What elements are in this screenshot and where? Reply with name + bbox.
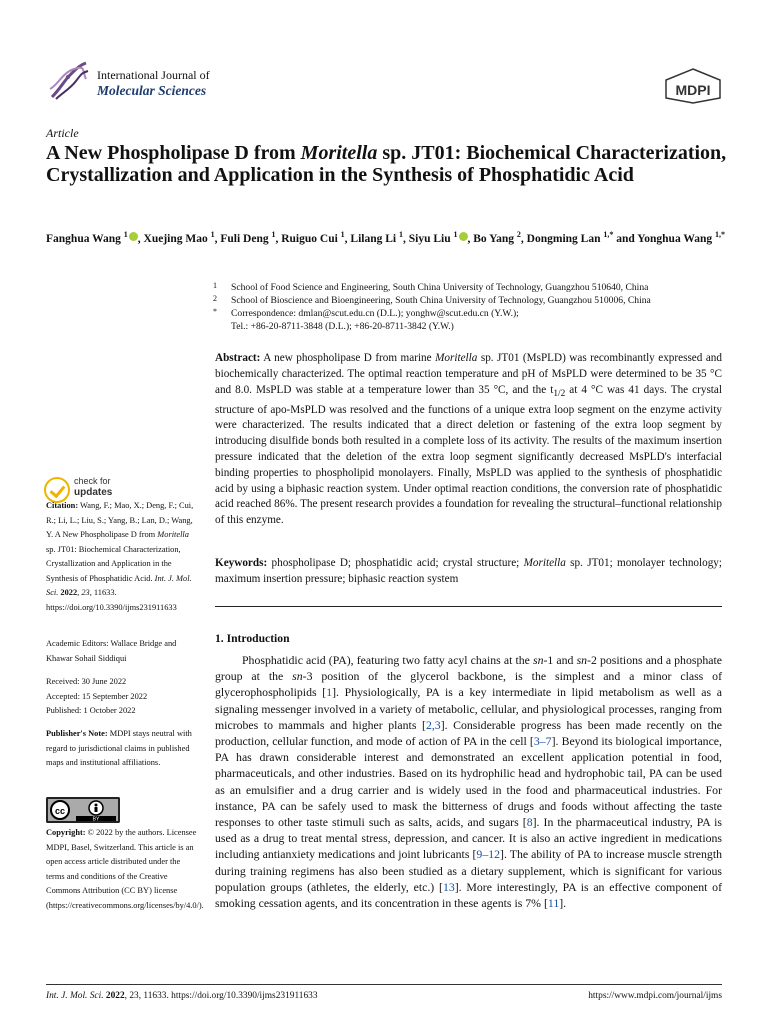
title-part2: sp. JT01: Biochemical Characterization, Crystallization and Application in the Synthesis of Phosphatidic Acid xyxy=(46,142,727,186)
section-heading-introduction: 1. Introduction xyxy=(215,632,290,645)
mdpi-logo-icon[interactable] xyxy=(664,68,722,104)
affiliations xyxy=(213,281,733,333)
check-updates-line1: check for xyxy=(74,476,111,486)
svg-text:cc: cc xyxy=(54,806,66,816)
reference-link[interactable]: 8 xyxy=(526,815,533,830)
abstract-text-b: sp. JT01 (MsPLD) was recombinantly expressed and biochemically characterized. The optimal reaction temperature and pH of MsPLD were determined to be 35 °C and 8.0. MsPLD was stable at a temperature lower than 35 °C, and the t xyxy=(215,352,722,396)
reference-link[interactable]: 3–7 xyxy=(533,734,552,749)
author-name[interactable]: Dongming Lan $^{1,*}$ xyxy=(526,230,614,245)
copyright-label: Copyright: xyxy=(46,828,86,837)
author-name[interactable]: Xuejing Mao $^1$ xyxy=(143,230,215,245)
footer-journal: Int. J. Mol. Sci. xyxy=(46,991,104,1001)
citation-italic: Moritella xyxy=(157,530,189,539)
keywords-text-a: phospholipase D; phosphatidic acid; crystal structure; xyxy=(267,557,524,569)
abstract-italic: Moritella xyxy=(435,352,478,364)
author-affiliation-mark: 1 xyxy=(123,230,128,239)
author-affiliation-mark: 1,* xyxy=(715,230,726,239)
affiliation-mark: 2 xyxy=(213,294,217,303)
copyright-block xyxy=(46,826,204,913)
citation-text-b: sp. JT01: Biochemical Characterization, Crystallization and Application in the Synthesis of Phosphatidic Acid. xyxy=(46,544,181,583)
reference-link[interactable]: 1 xyxy=(326,685,333,700)
author-affiliation-mark: 1,* xyxy=(603,230,614,239)
dates-block xyxy=(46,675,200,719)
footer-journal-url[interactable]: https://www.mdpi.com/journal/ijms xyxy=(588,991,722,1001)
check-updates-line2: updates xyxy=(74,487,113,498)
footer-year: 2022 xyxy=(105,991,125,1001)
abstract-label: Abstract: xyxy=(215,352,261,364)
published-date: Published: 1 October 2022 xyxy=(46,706,136,715)
reference-link[interactable]: 13 xyxy=(442,879,455,894)
affiliation-item xyxy=(213,320,733,333)
author-name[interactable]: Bo Yang $^2$ xyxy=(473,230,521,245)
academic-editors: Academic Editors: Wallace Bridge and Khawar Sohail Siddiqui xyxy=(46,639,177,663)
affiliation-text: Tel.: +86-20-8711-3848 (D.L.); +86-20-8711-3842 (Y.W.) xyxy=(231,321,454,332)
journal-logo-icon xyxy=(46,59,90,103)
footer-citation xyxy=(46,991,318,1001)
author-affiliation-mark: 1 xyxy=(453,230,458,239)
journal-name xyxy=(97,68,210,98)
abstract-text-c: at 4 °C was 41 days. The crystal structure of apo-MsPLD was resolved and the functions of a unique extra loop segment on the enzyme activity were characterized. The results indicated that a direct deletion or fastening of the extra loop segment by introducing disulfide bonds both resulted in a complete loss of its activity. The results of the maximum insertion pressure indicated that the deletion of the extra loop segment significantly decreased MsPLD's interfacial binding properties to phospholipid monolayers. Finally, MsPLD was applied to the synthesis of phosphatidic acid by using a biphasic reaction system. Under optimal reaction conditions, the conversion rate of phosphatidic acid reached 86%. The present research provides a foundation for revealing the structural–functional relationship of this enzyme. xyxy=(215,383,722,527)
publishers-note xyxy=(46,727,200,771)
citation-text-a: Wang, F.; Mao, X.; Deng, F.; Cui, R.; Li, L.; Liu, S.; Yang, B.; Lan, D.; Wang, Y. A New Phospholipase D from xyxy=(46,501,194,539)
footer-divider xyxy=(46,984,722,985)
citation-label: Citation: xyxy=(46,501,79,510)
author-name[interactable]: Fanghua Wang $^1$ xyxy=(46,233,138,245)
cc-by-text: BY xyxy=(92,816,100,823)
author-affiliation-mark: 1 xyxy=(340,230,345,239)
title-italic: Moritella xyxy=(300,142,378,164)
reference-link[interactable]: 2,3 xyxy=(425,717,441,732)
orcid-icon[interactable] xyxy=(459,232,468,241)
citation-volume: 23 xyxy=(81,588,90,597)
citation-doi[interactable]: , 11633. https://doi.org/10.3390/ijms231911633 xyxy=(46,588,177,612)
citation-journal: Int. J. Mol. Sci. xyxy=(46,573,192,597)
reference-link[interactable]: 9–12 xyxy=(476,847,501,862)
affiliation-item xyxy=(213,281,733,294)
title-part1: A New Phospholipase D from xyxy=(46,142,301,164)
affiliation-item xyxy=(213,294,733,307)
footer-doi[interactable]: , 23, 11633. https://doi.org/10.3390/ijms231911633 xyxy=(124,991,318,1001)
cc-by-license-icon[interactable] xyxy=(46,797,120,823)
publishers-note-text: MDPI stays neutral with regard to jurisdictional claims in published maps and institutional affiliations. xyxy=(46,729,192,767)
author-affiliation-mark: 2 xyxy=(516,230,521,239)
author-affiliation-mark: 1 xyxy=(271,230,276,239)
received-date: Received: 30 June 2022 xyxy=(46,677,127,686)
author-affiliation-mark: 1 xyxy=(210,230,215,239)
check-updates-text xyxy=(74,476,112,498)
copyright-text: © 2022 by the authors. Licensee MDPI, Basel, Switzerland. This article is an open access article distributed under the terms and conditions of the Creative Commons Attribution (CC BY) license (https://creativecommons.org/licenses/by/4.0/). xyxy=(46,828,204,910)
keywords-italic: Moritella xyxy=(523,557,566,569)
abstract-text-a: A new phospholipase D from marine xyxy=(260,352,436,364)
abstract-subscript: 1/2 xyxy=(553,388,566,399)
affiliation-text: School of Food Science and Engineering, South China University of Technology, Guangzhou 510640, China xyxy=(231,282,649,293)
abstract xyxy=(215,351,722,529)
article-type: Article xyxy=(46,126,79,140)
citation-block: Citation: Wang, F.; Mao, X.; Deng, F.; Cui, R.; Li, L.; Liu, S.; Yang, B.; Lan, D.; Wang, Y. A New Phospholipase D from Moritella sp. JT01: Biochemical Characterization, Crystallization and Application in the Synthesis of Phosphatidic Acid. Int. J. Mol. Sci. 2022, 23, 11633. https://doi.org/10.3390/ijms231911633 xyxy=(46,501,194,612)
affiliation-text: School of Bioscience and Bioengineering, South China University of Technology, Guangzhou 510006, China xyxy=(231,295,651,306)
journal-name-line1: International Journal of xyxy=(97,68,210,82)
author-name[interactable]: Lilang Li $^1$ xyxy=(350,230,403,245)
accepted-date: Accepted: 15 September 2022 xyxy=(46,691,148,701)
author-affiliation-mark: 1 xyxy=(399,230,403,239)
author-name[interactable]: Siyu Liu $^1$ xyxy=(409,233,468,245)
reference-link[interactable]: 11 xyxy=(547,896,560,911)
orcid-icon[interactable] xyxy=(129,232,138,241)
author-name[interactable]: Ruiguo Cui $^1$ xyxy=(281,230,345,245)
author-list: Fanghua Wang $^1$ , Xuejing Mao $^1$, Fuli Deng $^1$, Ruiguo Cui $^1$, Lilang Li $^1$, Siyu Liu $^1$ , Bo Yang $^2$, Dongming Lan $^{1,*}$ and Yonghua Wang $^{1,*}$ xyxy=(46,230,726,245)
page-title xyxy=(46,142,736,186)
keywords-text-b: sp. JT01; monolayer technology; maximum insertion pressure; biphasic reaction system xyxy=(215,557,723,585)
affiliation-item xyxy=(213,307,733,320)
authors-and: and xyxy=(613,232,638,245)
section-divider xyxy=(215,606,722,607)
mdpi-logo-text: MDPI xyxy=(675,82,711,98)
citation-year: 2022 xyxy=(60,588,78,597)
journal-name-line2: Molecular Sciences xyxy=(97,83,207,98)
keywords xyxy=(215,556,722,588)
author-name[interactable]: Yonghua Wang $^{1,*}$ xyxy=(637,230,726,245)
affiliation-mark: * xyxy=(213,307,217,316)
publishers-note-label: Publisher's Note: xyxy=(46,729,108,738)
affiliation-mark: 1 xyxy=(213,281,217,290)
keywords-label: Keywords: xyxy=(215,557,268,569)
author-name[interactable]: Fuli Deng $^1$ xyxy=(220,230,276,245)
affiliation-text: Correspondence: dmlan@scut.edu.cn (D.L.); yonghw@scut.edu.cn (Y.W.); xyxy=(231,308,519,319)
introduction-paragraph: Phosphatidic acid (PA), featuring two fatty acyl chains at the sn-1 and sn-2 positions and a phosphate group at the sn-3 position of the glycerol backbone, is the simplest and a minor class of glycerophospholipids [1]. Physiologically, PA is a key intermediate in lipid metabolism as well as a signaling messenger involved in a variety of metabolic, cellular, and physiological processes, ranging from microbes to mammals and higher plants [2,3]. Considerable progress has been made recently on the production, cellular function, and mode of action of PA in the cell [3–7]. Beyond its biological importance, PA has drawn considerable interest and demonstrated an excellent application potential in food, pharmaceuticals, and other industries. Based on its hydrophilic head and hydrophobic tail, PA can be used as an emulsifier and a drug carrier and is widely used in the food and pharmaceutical industries. For instance, PA can be safely used to mask the bitterness of drugs and foods without affecting the taste responses to other taste stimuli such as salts, acids, and sugars [8]. In the pharmaceutical industry, PA is used as a drug to treat mental stress, depression, and cancer. It is also an active ingredient in medications including antianxiety medications and joint lubricants [9–12]. The ability of PA to increase muscle strength during training regimens has also been studied as a dietary supplement, which is significant for various population groups (athletes, the elderly, etc.) [13]. More interestingly, PA is an effective component of smoking cessation agents, and its concentration in these agents is 7% [11]. xyxy=(215,653,723,911)
